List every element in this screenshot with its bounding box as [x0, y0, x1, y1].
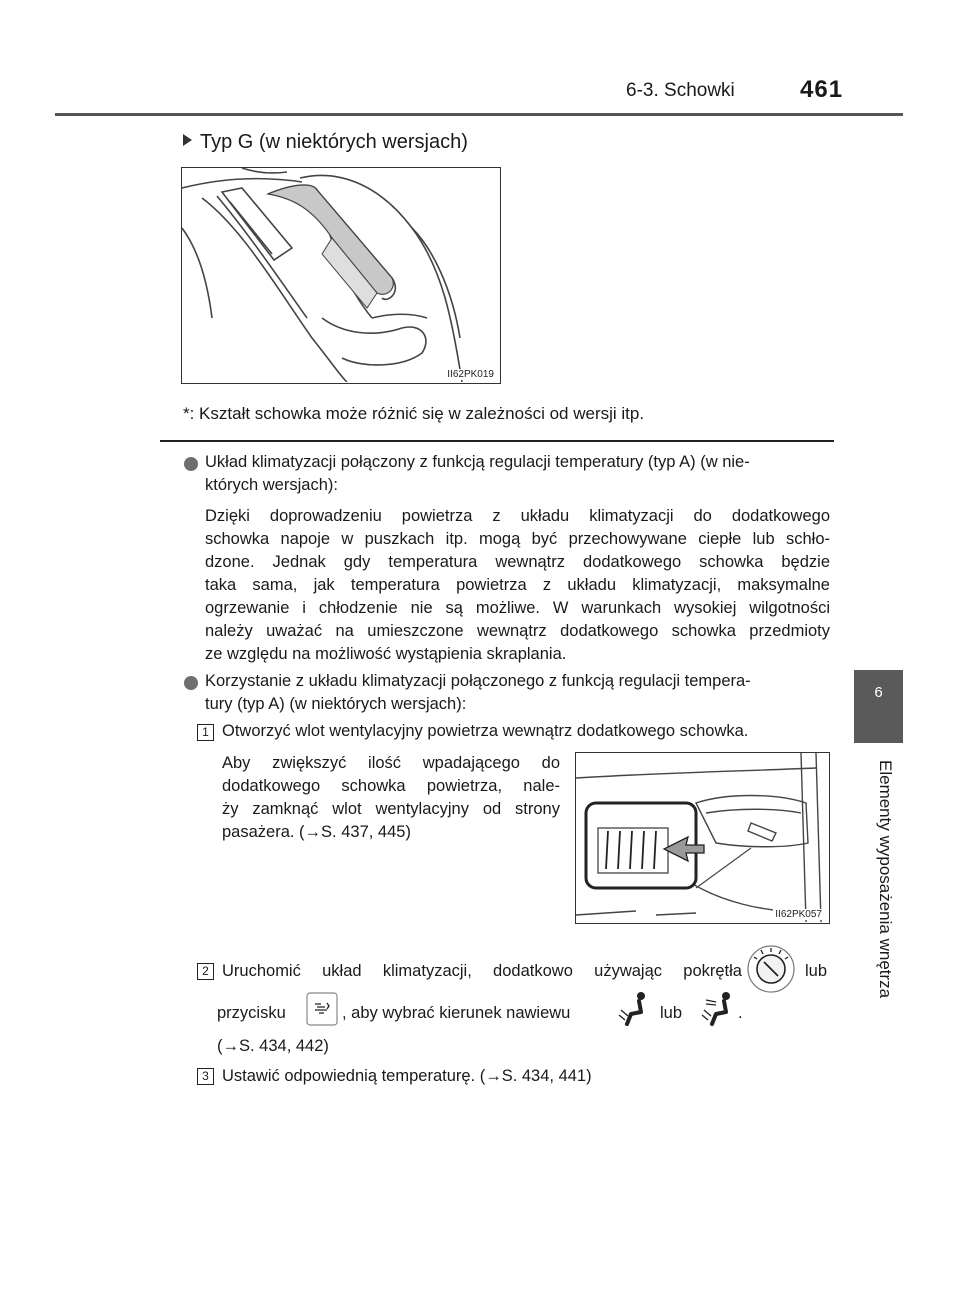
step2-line2-start: przycisku: [217, 1004, 286, 1022]
sub-line: ży zamknąć wlot wentylacyjny od strony: [222, 800, 560, 818]
step2-or1: lub: [805, 962, 828, 980]
chapter-label: Elementy wyposażenia wnętrza: [876, 760, 895, 999]
figure-code: II62PK019: [447, 369, 494, 380]
section-title: 6-3. Schowki: [626, 80, 735, 101]
body-line: dzone. Jednak gdy temperatura wewnątrz dodatkowego schowka będzie: [205, 553, 830, 571]
page-number: 461: [800, 76, 844, 103]
type-heading-text: Typ G (w niektórych wersjach): [200, 131, 468, 153]
step3-text: Ustawić odpowiednią temperaturę. (→S. 434, 441): [222, 1067, 592, 1085]
sub-line: Aby zwiększyć ilość wpadającego do: [222, 754, 560, 772]
body-line: ze względu na możliwość wystąpienia skraplania.: [205, 645, 567, 663]
bullet-icon: [184, 676, 198, 690]
step1-text: Otworzyć wlot wentylacyjny powietrza wewnątrz dodatkowego schowka.: [222, 722, 749, 740]
chapter-label-container: [873, 760, 897, 1060]
body-line: ogrzewanie i chłodzenie nie są możliwe. W warunkach wysokiej wilgotności: [205, 599, 830, 617]
bullet2-heading-line2: tury (typ A) (w niektórych wersjach):: [205, 695, 467, 713]
chapter-tab: 6: [854, 670, 903, 743]
bullet2-heading-line1: Korzystanie z układu klimatyzacji połączonego z funkcją regulacji tempera-: [205, 672, 751, 690]
body-line: należy uważać na umieszczone wewnątrz dodatkowego schowka przedmioty: [205, 622, 830, 640]
step-number: 1: [197, 724, 214, 741]
step2-or2: lub: [660, 1004, 683, 1022]
bullet2-heading: [205, 670, 830, 716]
vent-illustration: [576, 753, 828, 922]
step2-reference: (→S. 434, 442): [217, 1037, 329, 1055]
step2-line2-end: .: [738, 1004, 743, 1022]
bullet1-body: [205, 505, 830, 666]
mode-dial-icon: [746, 944, 796, 994]
airflow-mode-button-icon[interactable]: [306, 992, 338, 1026]
triangle-arrow-icon: [183, 134, 192, 146]
bullet1-heading: [205, 451, 830, 497]
sub-line: dodatkowego schowka powietrza, nale-: [222, 777, 560, 795]
airflow-face-feet-icon: [700, 990, 736, 1026]
step-number: 3: [197, 1068, 214, 1085]
bullet1-heading-line2: których wersjach):: [205, 476, 338, 494]
footnote: *: Kształt schowka może różnić się w zależności od wersji itp.: [183, 404, 645, 423]
bullet1-heading-line1: Układ klimatyzacji połączony z funkcją regulacji temperatury (typ A) (w nie-: [205, 453, 750, 471]
step1-subtext: [222, 752, 560, 844]
airflow-feet-icon: [617, 990, 653, 1026]
body-line: taka sama, jak temperatura powietrza z układu klimatyzacji, maksymalne: [205, 576, 830, 594]
storage-box-illustration: [182, 168, 499, 382]
figure-code: II62PK057: [775, 909, 822, 920]
type-heading: [183, 131, 468, 154]
sub-line: pasażera. (→S. 437, 445): [222, 823, 411, 841]
section-rule: [160, 440, 834, 442]
step2-line2-mid: , aby wybrać kierunek nawiewu: [342, 1004, 571, 1022]
figure-vent: [575, 752, 830, 924]
body-line: Dzięki doprowadzeniu powietrza z układu klimatyzacji do dodatkowego: [205, 507, 830, 525]
bullet-icon: [184, 457, 198, 471]
step2-line1: Uruchomić układ klimatyzacji, dodatkowo używając pokrętła: [222, 962, 742, 980]
figure-storage-box: [181, 167, 501, 384]
body-line: schowka napoje w puszkach itp. mogą być przechowywane ciepłe lub schło-: [205, 530, 830, 548]
step-number: 2: [197, 963, 214, 980]
header-rule: [55, 113, 903, 116]
